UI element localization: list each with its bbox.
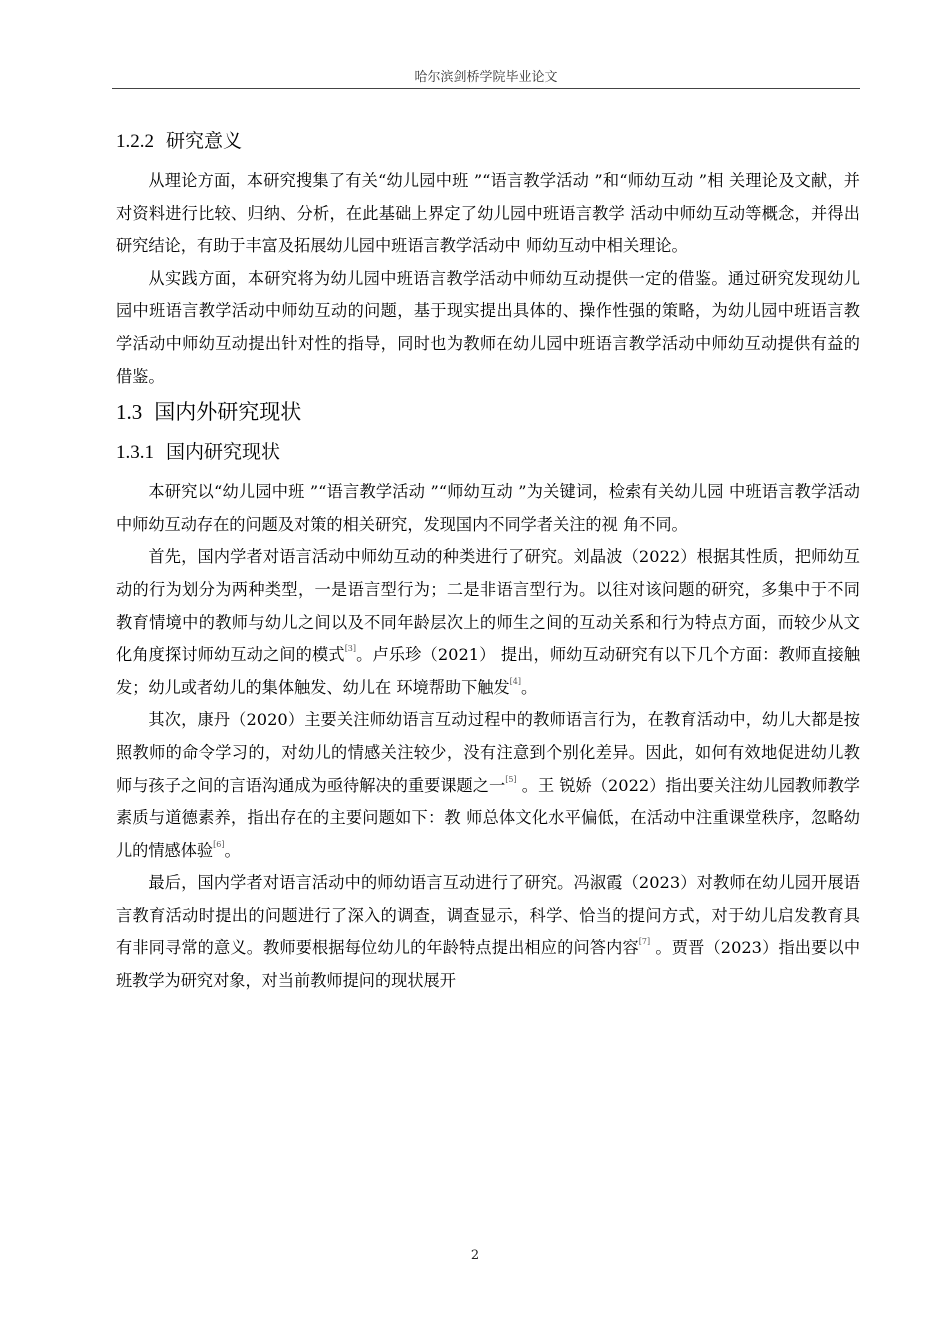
citation-7: [7] [638,937,651,947]
text-run: 首先，国内学者对语言活动中师幼互动的种类进行了研究。刘晶波（2022）根据其性质，把师幼互动的行为划分为两种类型，一是语言型行为；二是非语言型行为。以往对该问题的研究，多集中于不同教育情境中的教师与幼儿之间以及不同年龄层次上的师生之间的互动关系和行为特点方面，而较少从文化角度探讨师幼互动之间的模式 [116,547,860,665]
paragraph-second [116,704,860,867]
section-title: 国内外研究现状 [154,400,302,425]
paragraph-practice: 从实践方面，本研究将为幼儿园中班语言教学活动中师幼互动提供一定的借鉴。通过研究发现幼儿园中班语言教学活动中师幼互动的问题，基于现实提出具体的、操作性强的策略，为幼儿园中班语言教学活动中师幼互动提出针对性的指导，同时也为教师在幼儿园中班语言教学活动中师幼互动提供有益的借鉴。 [116,268,860,386]
section-title: 研究意义 [166,130,243,152]
page-number: 2 [470,1248,480,1263]
header-rule [112,88,860,89]
section-heading-1-2-2 [116,124,860,159]
section-number: 1.3 [116,400,143,425]
text-run: 。王 锐娇（2022）指出要关注幼儿园教师教学素质与道德素养，指出存在的主要问题如下：教 师总体文化水平偏低，在活动中注重课堂秩序，忽略幼儿的情感体验 [116,775,860,860]
text-run: 。 [521,677,538,697]
text-run: 最后，国内学者对语言活动中的师幼语言互动进行了研究。冯淑霞（2023）对教师在幼儿园开展语言教育活动时提出的问题进行了深入的调查，调查显示，科学、恰当的提问方式，对于幼儿启发教育具有非同寻常的意义。教师要根据每位幼儿的年龄特点提出相应的问答内容 [116,873,860,958]
paragraph-keywords: 本研究以“幼儿园中班 ”“语言教学活动 ”“师幼互动 ”为关键词，检索有关幼儿园 中班语言教学活动中师幼互动存在的问题及对策的相关研究，发现国内不同学者关注的视 角不同。 [116,482,860,534]
section-title: 国内研究现状 [166,441,281,464]
text-run: 。卢乐珍（2021） 提出，师幼互动研究有以下几个方面：教师直接触发；幼儿或者幼儿的集体触发、幼儿在 环境帮助下触发 [116,645,861,697]
text-run: 其次，康丹（2020）主要关注师幼语言互动过程中的教师语言行为，在教育活动中，幼儿大都是按照教师的命令学习的，对幼儿的情感关注较少，没有注意到个别化差异。因此，如何有效地促进幼儿教师与孩子之间的言语沟通成为亟待解决的重要课题之一 [116,710,860,795]
citation-3: [3] [344,644,357,654]
text-run: 。 [224,840,241,860]
running-header: 哈尔滨剑桥学院毕业论文 [414,70,558,85]
page-body [116,124,860,998]
section-number: 1.3.1 [116,442,154,464]
citation-5: [5] [505,774,517,784]
paragraph-first [116,541,860,704]
text-run: 。贾晋（2023）指出要以中班教学为研究对象，对当前教师提问的现状展开 [116,938,861,991]
citation-6: [6] [213,839,225,849]
paragraph-last [116,867,860,997]
section-heading-1-3-1 [116,435,860,470]
section-heading-1-3 [116,395,860,429]
paragraph-theory: 从理论方面，本研究搜集了有关“幼儿园中班 ”“语言教学活动 ”和“师幼互动 ”相 关理论及文献，并对资料进行比较、归纳、分析，在此基础上界定了幼儿园中班语言教学 活动中师幼互动等概念，并得出研究结论，有助于丰富及拓展幼儿园中班语言教学活动中 师幼互动中相关理论。 [116,171,860,256]
citation-4: [4] [509,676,521,686]
section-number: 1.2.2 [116,131,154,152]
